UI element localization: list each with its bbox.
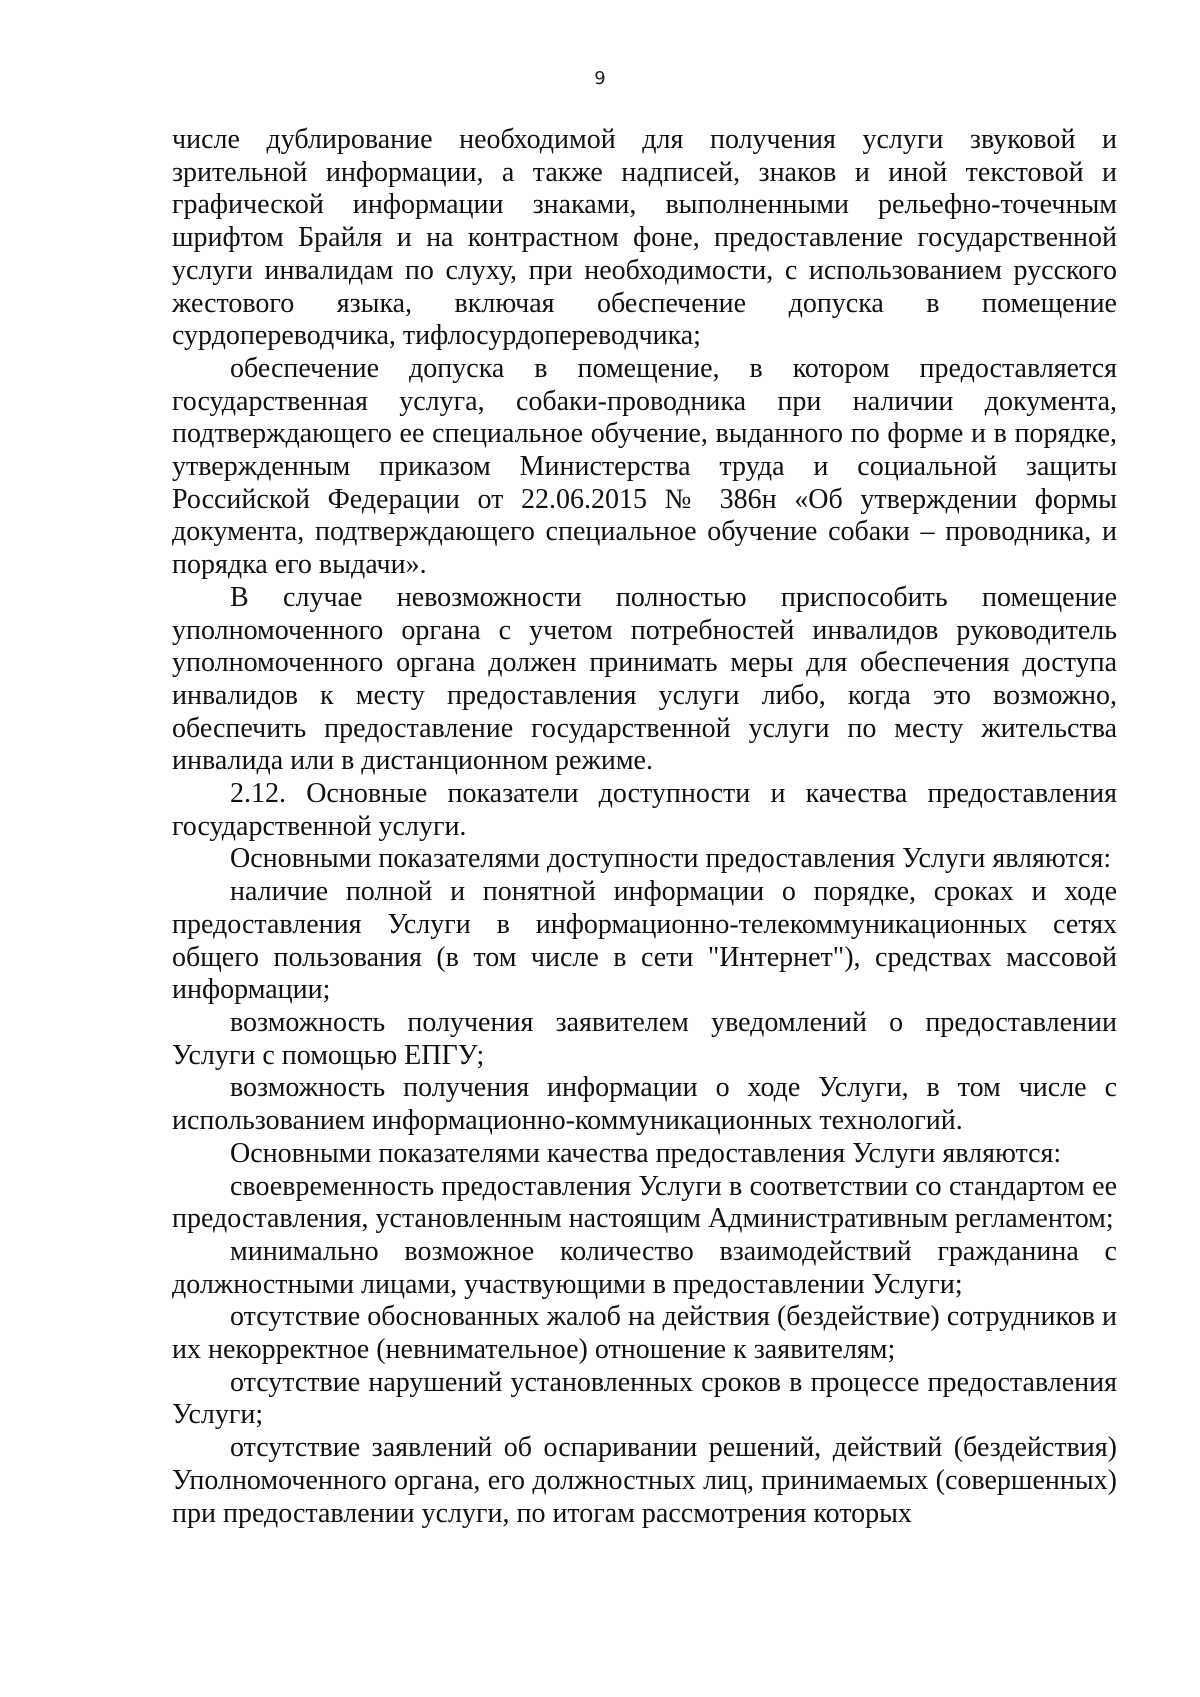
list-item-epgu-notifications: возможность получения заявителем уведомлений о предоставлении Услуги с помощью ЕПГУ; (172, 1006, 1117, 1071)
document-body (172, 124, 1117, 1530)
list-item-no-deadline-violations: отсутствие нарушений установленных сроков в процессе предоставления Услуги; (172, 1366, 1117, 1431)
list-item-minimal-interactions: минимально возможное количество взаимодействий гражданина с должностными лицами, участвующими в предоставлении Услуги; (172, 1235, 1117, 1300)
paragraph-guide-dog-access: обеспечение допуска в помещение, в котором предоставляется государственная услуга, собаки-проводника при наличии документа, подтверждающего ее специальное обучение, выданного по форме и в порядке, утвержденным приказом Министерства труда и социальной защиты Российской Федерации от 22.06.2015 № 386н «Об утверждении формы документа, подтверждающего специальное обучение собаки – проводника, и порядка его выдачи». (172, 352, 1117, 581)
list-item-timeliness: своевременность предоставления Услуги в соответствии со стандартом ее предоставления, установленным настоящим Административным регламентом; (172, 1170, 1117, 1235)
paragraph-accessibility-indicators-intro: Основными показателями доступности предоставления Услуги являются: (230, 843, 1112, 875)
paragraph-premises-impossibility: В случае невозможности полностью приспособить помещение уполномоченного органа с учетом потребностей инвалидов руководитель уполномоченного органа должен принимать меры для обеспечения доступа инвалидов к месту предоставления услуги либо, когда это возможно, обеспечить предоставление государственной услуги по месту жительства инвалида или в дистанционном режиме. (172, 581, 1117, 777)
section-heading-2-12: 2.12. Основные показатели доступности и качества предоставления государственной услуги. (172, 778, 1117, 842)
page-number: 9 (594, 68, 606, 89)
list-item-information-availability: наличие полной и понятной информации о порядке, сроках и ходе предоставления Услуги в информационно-телекоммуникационных сетях общего пользования (в том числе в сети "Интернет"), средствах массовой информации; (172, 876, 1117, 1006)
list-item-no-appeals: отсутствие заявлений об оспаривании решений, действий (бездействия) Уполномоченного органа, его должностных лиц, принимаемых (совершенных) при предоставлении услуги, по итогам рассмотрения которых (172, 1432, 1117, 1529)
list-item-progress-information: возможность получения информации о ходе Услуги, в том числе с использованием информационно-коммуникационных технологий. (172, 1072, 1117, 1137)
paragraph-continuation: числе дублирование необходимой для получения услуги звуковой и зрительной информации, а также надписей, знаков и иной текстовой и графической информации знаками, выполненными рельефно-точечным шрифтом Брайля и на контрастном фоне, предоставление государственной услуги инвалидам по слуху, при необходимости, с использованием русского жестового языка, включая обеспечение допуска в помещение сурдопереводчика, тифлосурдопереводчика; (172, 124, 1117, 352)
list-item-no-complaints: отсутствие обоснованных жалоб на действия (бездействие) сотрудников и их некорректное (невнимательное) отношение к заявителям; (172, 1301, 1117, 1366)
paragraph-quality-indicators-intro: Основными показателями качества предоставления Услуги являются: (230, 1137, 1062, 1169)
